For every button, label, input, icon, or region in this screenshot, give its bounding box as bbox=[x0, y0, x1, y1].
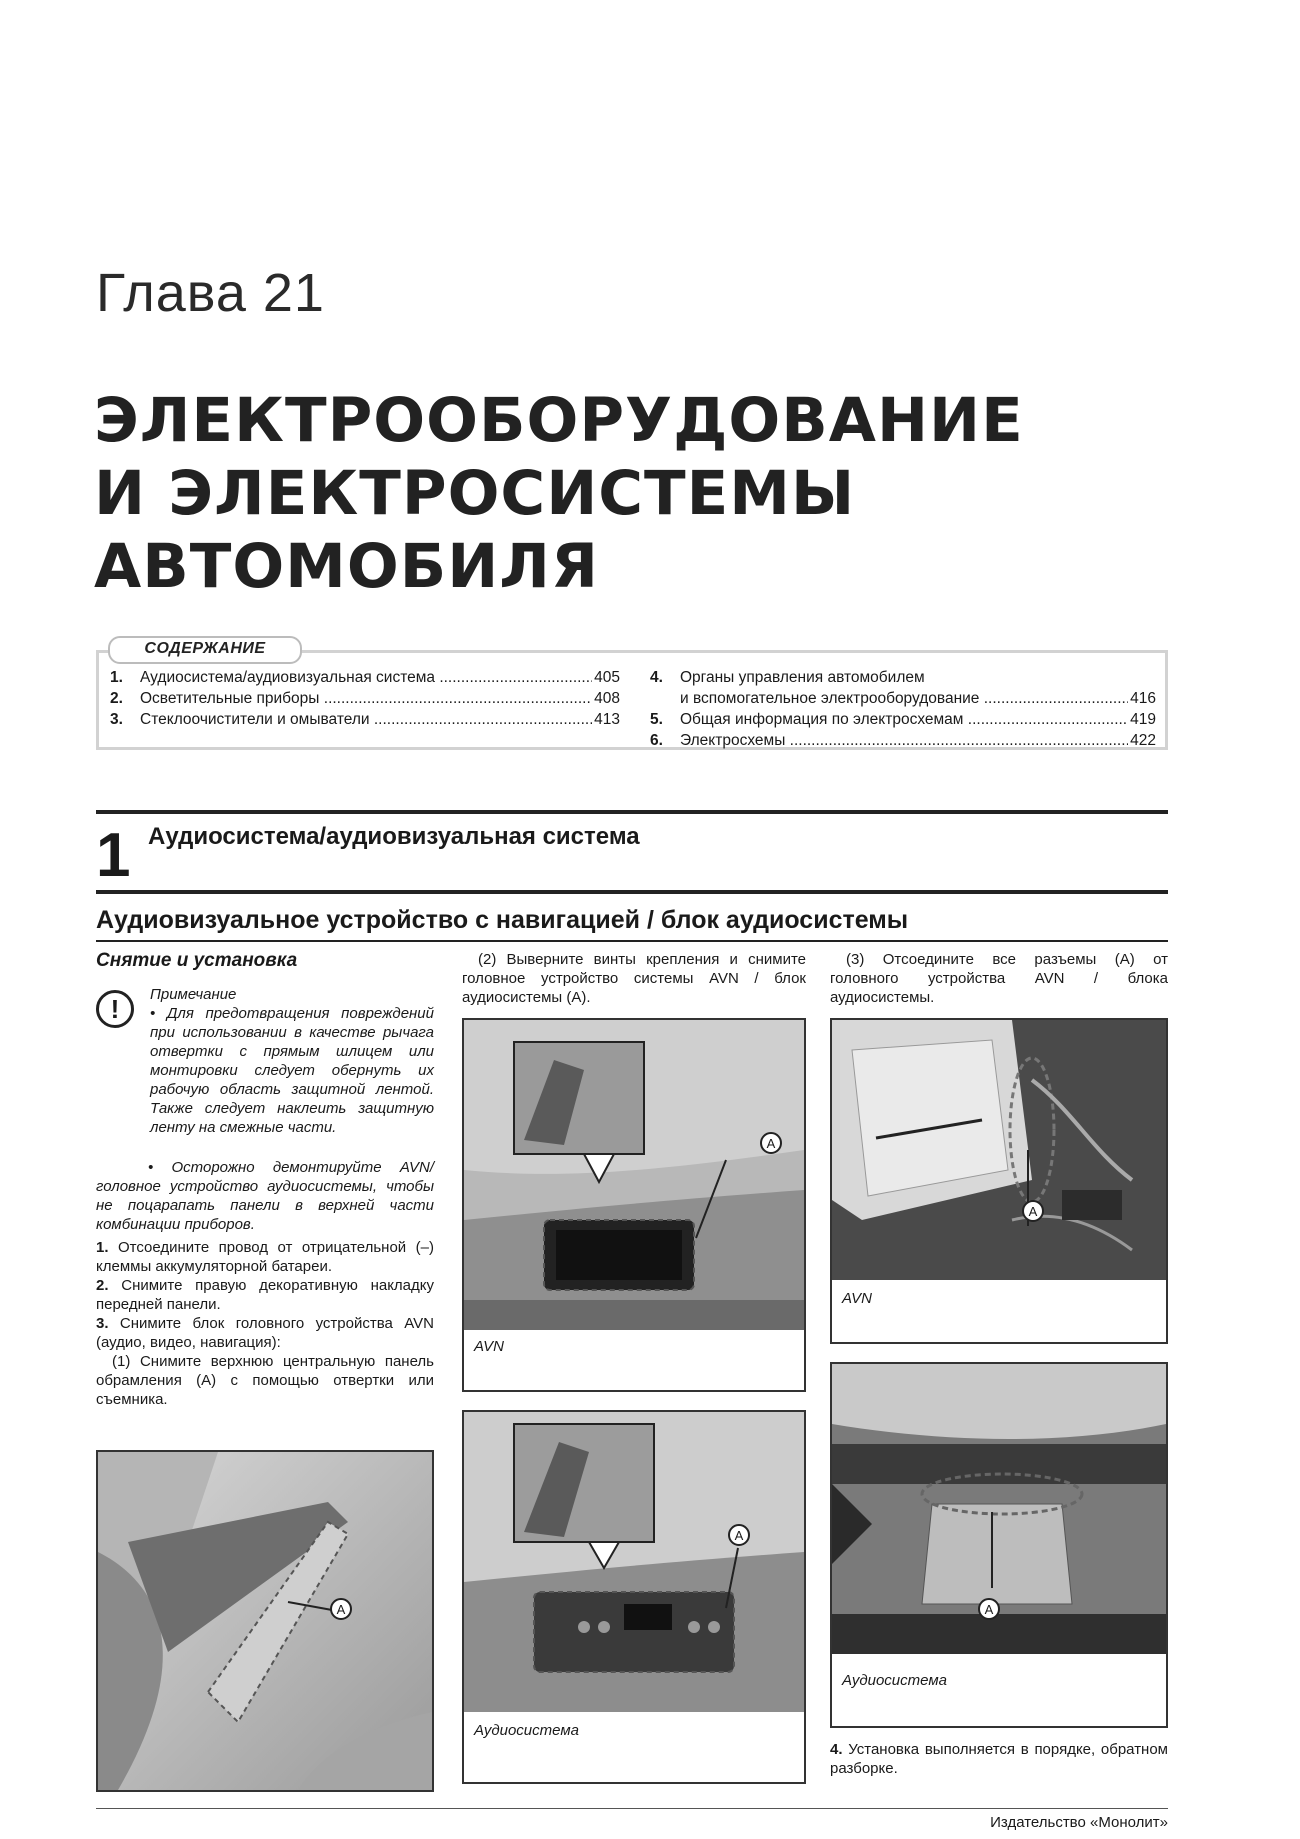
contents-item[interactable]: 6. Электросхемы ..... 422 bbox=[650, 730, 1156, 751]
figure-caption: AVN bbox=[842, 1290, 873, 1307]
steps-list bbox=[96, 1238, 434, 1409]
contents-item[interactable]: 4. Органы управления автомобилем bbox=[650, 669, 925, 686]
figure-avn-connectors bbox=[830, 1018, 1168, 1344]
callout-a: A bbox=[978, 1598, 1000, 1620]
section-rule-bottom bbox=[96, 890, 1168, 894]
chapter-title bbox=[94, 384, 1024, 603]
contents-item[interactable]: 3. Стеклоочистители и омыватели ..... 413 bbox=[110, 709, 620, 730]
warning-icon: ! bbox=[96, 990, 134, 1028]
note-paragraph: • Осторожно демонтируйте AVN/ головное устройство аудиосистемы, чтобы не поцарапать панели в верхней части комбинации приборов. bbox=[96, 1159, 434, 1233]
callout-a: A bbox=[760, 1132, 782, 1154]
publisher-footer: Издательство «Монолит» bbox=[990, 1814, 1168, 1831]
section-rule-top bbox=[96, 810, 1168, 814]
note-paragraph: • Для предотвращения повреждений при использовании в качестве рычага отвертки с прямым шлицем или монтировки следует обернуть их рабочую область защитной лентой. Также следует наклеить защитную ленту на смежные части. bbox=[150, 1005, 434, 1136]
contents-item-cont[interactable]: и вспомогательное электрооборудование ..... 416 bbox=[650, 688, 1156, 709]
trim-panel-photo bbox=[98, 1452, 432, 1790]
step: 2. Снимите правую декоративную накладку передней панели. bbox=[96, 1277, 435, 1313]
avn-connectors-photo bbox=[832, 1020, 1166, 1280]
callout-a: A bbox=[728, 1524, 750, 1546]
step: 3. Снимите блок головного устройства AVN (аудио, видео, навигация): bbox=[96, 1315, 434, 1351]
contents-header: СОДЕРЖАНИЕ bbox=[108, 636, 302, 664]
figure-audio-removal bbox=[462, 1410, 806, 1784]
figure-avn-removal bbox=[462, 1018, 806, 1392]
substep: (2) Выверните винты крепления и снимите головное устройство системы AVN / блок аудиосистемы (А). bbox=[462, 951, 806, 1006]
contents-right bbox=[650, 667, 1156, 751]
avn-photo bbox=[464, 1020, 804, 1330]
title-line: АВТОМОБИЛЯ bbox=[94, 531, 599, 602]
subsection-title: Аудиовизуальное устройство с навигацией / блок аудиосистемы bbox=[96, 906, 909, 934]
contents-item[interactable]: 1. Аудиосистема/аудиовизуальная система ..... 405 bbox=[110, 667, 620, 688]
section-title: Аудиосистема/аудиовизуальная система bbox=[148, 823, 640, 850]
figure-caption: AVN bbox=[474, 1338, 505, 1355]
substep: (3) Отсоедините все разъемы (А) от головного устройства AVN / блока аудиосистемы. bbox=[830, 951, 1168, 1006]
figure-audio-connectors bbox=[830, 1362, 1168, 1728]
figure-caption: Аудиосистема bbox=[474, 1722, 579, 1739]
column-heading: Снятие и установка bbox=[96, 950, 298, 971]
audio-photo bbox=[464, 1412, 804, 1712]
contents-item[interactable]: 2. Осветительные приборы ..... 408 bbox=[110, 688, 620, 709]
contents-left bbox=[110, 667, 620, 730]
note-label: Примечание bbox=[150, 986, 237, 1003]
step: 1. Отсоедините провод от отрицательной (–) клеммы аккумуляторной батареи. bbox=[96, 1239, 434, 1275]
title-line: ЭЛЕКТРООБОРУДОВАНИЕ bbox=[94, 385, 1024, 456]
chapter-label: Глава 21 bbox=[96, 263, 325, 323]
figure-trim-panel bbox=[96, 1450, 434, 1792]
step: 4. Установка выполняется в порядке, обратном разборке. bbox=[830, 1741, 1168, 1777]
contents-item[interactable]: 5. Общая информация по электросхемам ..... 419 bbox=[650, 709, 1156, 730]
callout-a: A bbox=[330, 1598, 352, 1620]
subsection-rule bbox=[96, 940, 1168, 942]
substep: (1) Снимите верхнюю центральную панель обрамления (А) с помощью отвертки или съемника. bbox=[96, 1353, 434, 1408]
figure-caption: Аудиосистема bbox=[842, 1672, 947, 1689]
footer-rule bbox=[96, 1808, 1168, 1809]
callout-a: A bbox=[1022, 1200, 1044, 1222]
title-line: И ЭЛЕКТРОСИСТЕМЫ bbox=[94, 458, 856, 529]
section-number: 1 bbox=[96, 821, 131, 890]
